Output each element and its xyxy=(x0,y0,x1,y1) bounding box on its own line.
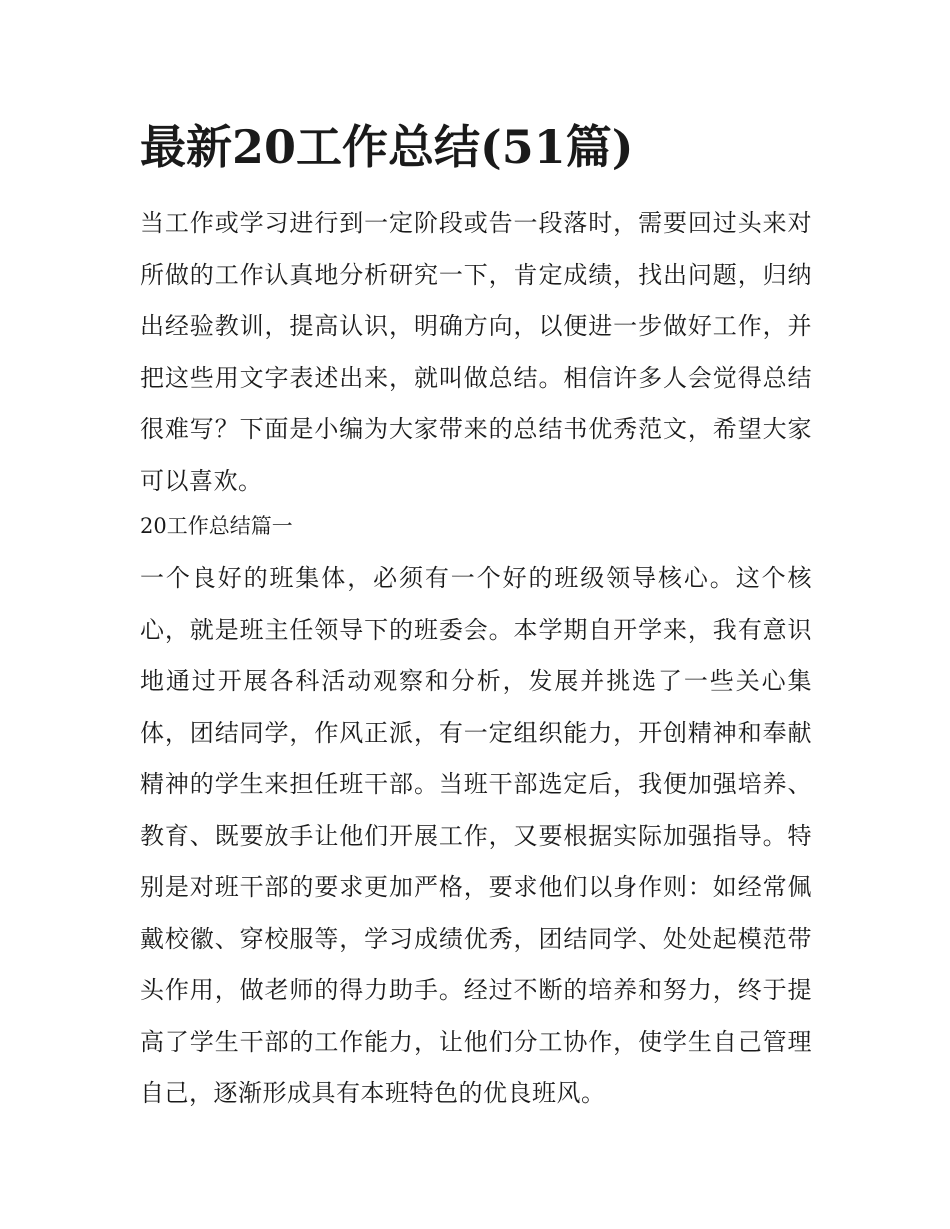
section-heading: 20工作总结篇一 xyxy=(140,514,293,538)
document-title: 最新20工作总结(51篇) xyxy=(140,120,634,174)
section-paragraph: 一个良好的班集体，必须有一个好的班级领导核心。这个核心，就是班主任领导下的班委会。本学期自开学来，我有意识地通过开展各科活动观察和分析，发展并挑选了一些关心集体，团结同学，作风正派，有一定组织能力，开创精神和奉献精神的学生来担任班干部。当班干部选定后，我便加强培养、教育、既要放手让他们开展工作，又要根据实际加强指导。特别是对班干部的要求更加严格，要求他们以身作则：如经常佩戴校徽、穿校服等，学习成绩优秀，团结同学、处处起模范带头作用，做老师的得力助手。经过不断的培养和努力，终于提高了学生干部的工作能力，让他们分工协作，使学生自己管理自己，逐渐形成具有本班特色的优良班风。 xyxy=(140,564,812,1107)
intro-paragraph: 当工作或学习进行到一定阶段或告一段落时，需要回过头来对所做的工作认真地分析研究一下，肯定成绩，找出问题，归纳出经验教训，提高认识，明确方向，以便进一步做好工作，并把这些用文字表述出来，就叫做总结。相信许多人会觉得总结很难写？下面是小编为大家带来的总结书优秀范文，希望大家可以喜欢。 xyxy=(140,209,812,495)
